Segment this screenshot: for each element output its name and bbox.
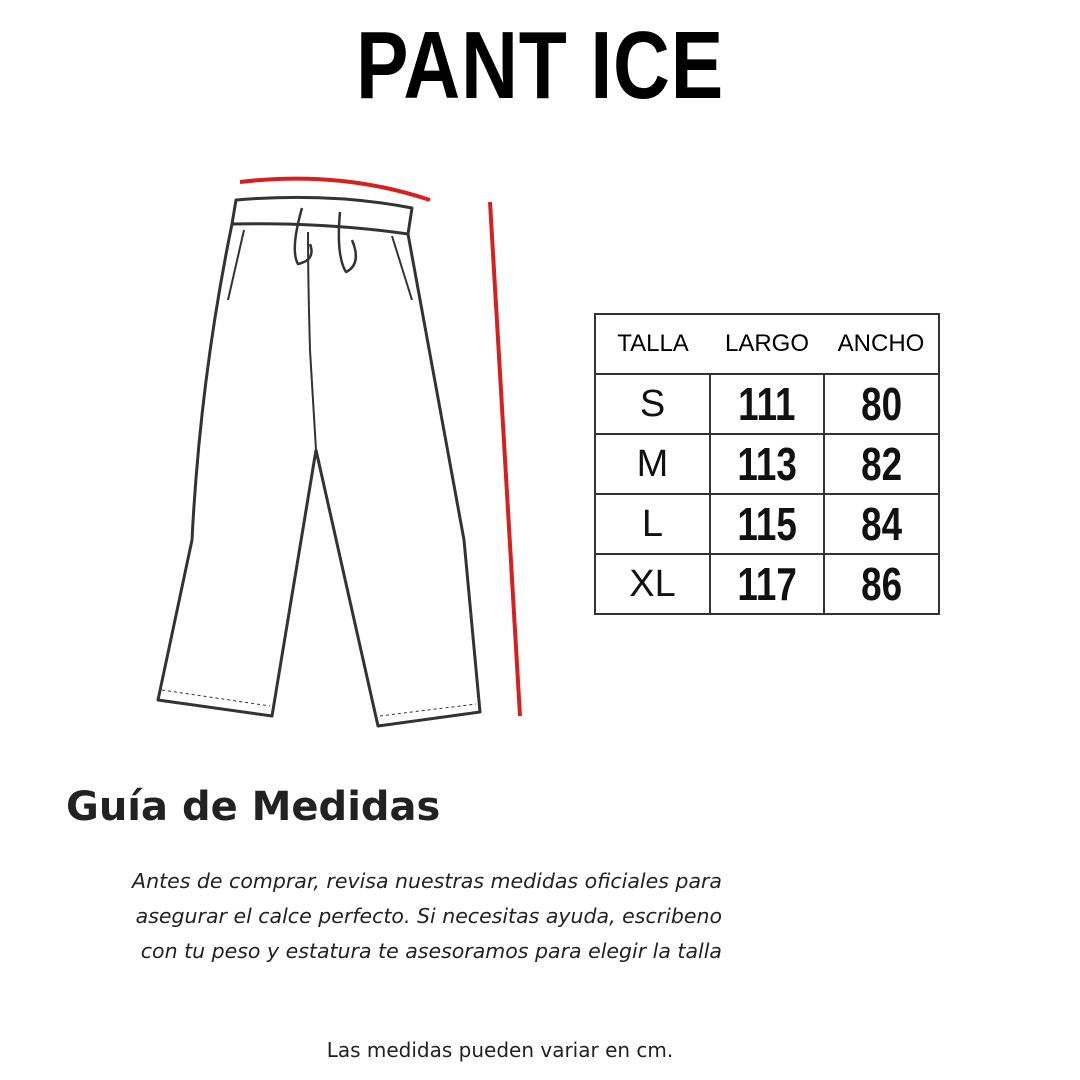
size-label: S [595,374,710,434]
size-chart-table [594,313,940,615]
largo-value: 111 [710,374,824,434]
table-row [595,374,939,434]
table-row [595,494,939,554]
size-label: L [595,494,710,554]
size-chart-header-row [595,314,939,374]
size-label: XL [595,554,710,614]
guide-heading: Guía de Medidas [66,784,441,830]
largo-value: 113 [710,434,824,494]
ancho-value: 80 [824,374,939,434]
guide-description [62,864,722,969]
ancho-value: 84 [824,494,939,554]
header-talla: TALLA [595,314,710,374]
length-measure-line [490,202,520,716]
table-row [595,434,939,494]
pants-illustration [140,160,540,740]
header-ancho: ANCHO [824,314,939,374]
largo-value: 115 [710,494,824,554]
guide-line: asegurar el calce perfecto. Si necesitas ayuda, escribeno [135,904,722,928]
ancho-value: 86 [824,554,939,614]
page-title: PANT ICE [355,12,725,119]
ancho-value: 82 [824,434,939,494]
largo-value: 117 [710,554,824,614]
measurement-note: Las medidas pueden variar en cm. [326,1038,674,1062]
guide-line: con tu peso y estatura te asesoramos para elegir la talla [140,939,722,963]
header-largo: LARGO [710,314,824,374]
guide-line: Antes de comprar, revisa nuestras medidas oficiales para [132,869,722,893]
size-label: M [595,434,710,494]
table-row [595,554,939,614]
